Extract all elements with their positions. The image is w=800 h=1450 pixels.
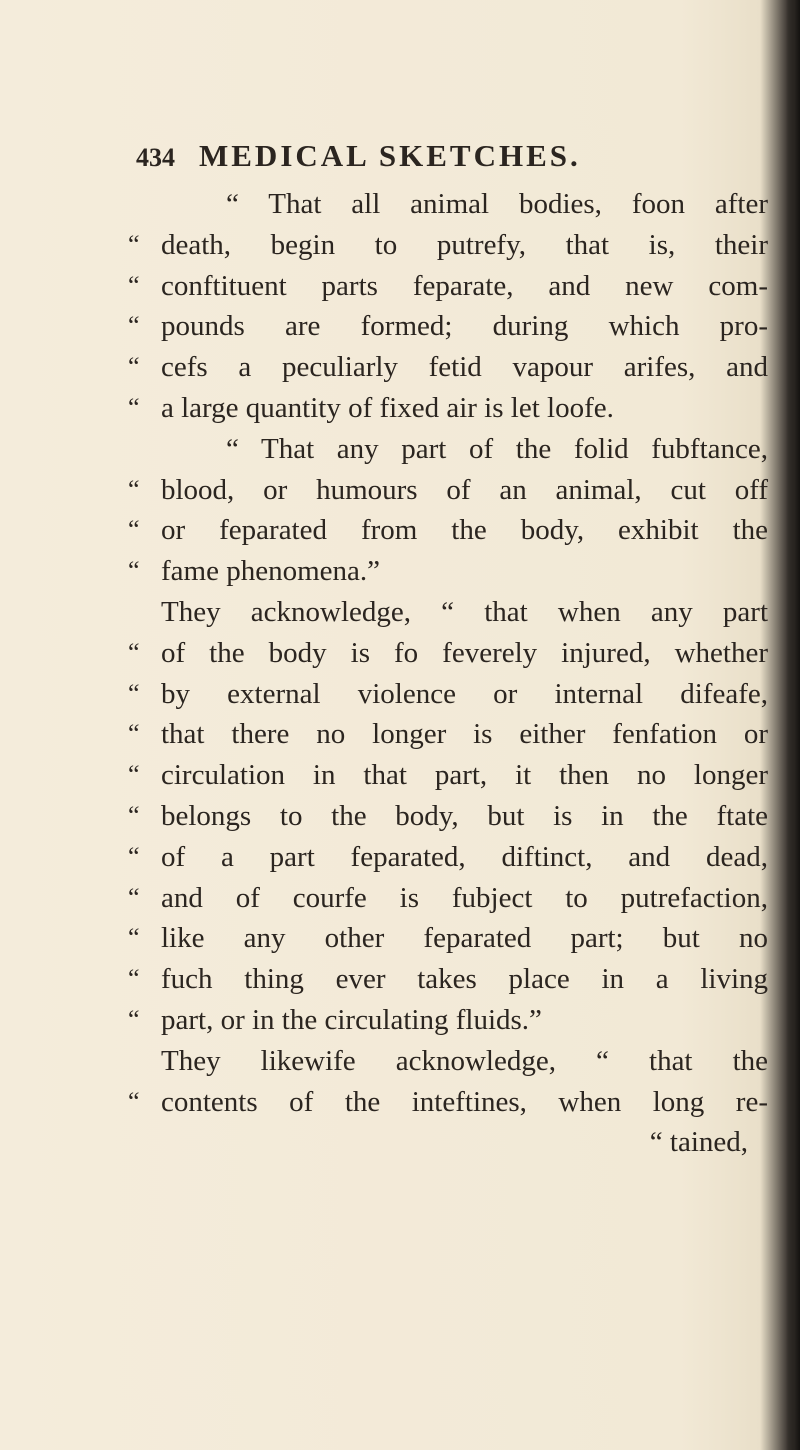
line-text: belongs to the body, but is in the ftate	[161, 799, 768, 832]
quote-mark: “	[128, 392, 140, 422]
quote-mark: “	[128, 800, 140, 830]
quote-mark: “	[128, 841, 140, 871]
quote-mark: “	[128, 1086, 140, 1116]
text-line	[128, 347, 768, 388]
text-line	[128, 429, 768, 470]
running-title: MEDICAL SKETCHES.	[199, 138, 581, 173]
quote-mark: “	[128, 719, 140, 749]
text-line	[128, 184, 768, 225]
line-text: They likewife acknowledge, “ that the	[161, 1044, 768, 1077]
text-line	[128, 592, 768, 633]
quote-mark: “	[128, 474, 140, 504]
line-text: conftituent parts feparate, and new com-	[161, 269, 768, 302]
text-line	[128, 878, 768, 919]
text-line	[128, 470, 768, 511]
quote-mark: “	[128, 882, 140, 912]
text-line	[128, 674, 768, 715]
text-line	[128, 1082, 768, 1123]
text-line	[128, 510, 768, 551]
text-line	[128, 755, 768, 796]
text-line	[128, 1041, 768, 1082]
line-text: “ That all animal bodies, foon after	[226, 188, 768, 220]
line-text: blood, or humours of an animal, cut off	[161, 473, 768, 506]
text-line	[128, 306, 768, 347]
text-line	[128, 918, 768, 959]
quote-mark: “	[128, 678, 140, 708]
quote-mark: “	[128, 270, 140, 300]
line-text: contents of the inteftines, when long re-	[161, 1085, 768, 1118]
line-text: circulation in that part, it then no longer	[161, 759, 768, 792]
line-text: part, or in the circulating fluids.”	[161, 1003, 542, 1036]
quote-mark: “	[128, 964, 140, 994]
text-line	[128, 225, 768, 266]
line-text: fuch thing ever takes place in a living	[161, 963, 768, 996]
quote-mark: “	[128, 923, 140, 953]
quote-mark: “	[128, 556, 140, 586]
line-text: fame phenomena.”	[161, 555, 381, 588]
line-text: death, begin to putrefy, that is, their	[161, 228, 768, 261]
line-text: of a part feparated, diftinct, and dead,	[161, 840, 768, 873]
text-line	[128, 388, 768, 429]
quote-mark: “	[128, 637, 140, 667]
catchword: “ tained,	[649, 1126, 748, 1159]
text-line	[128, 959, 768, 1000]
line-text: of the body is fo feverely injured, whether	[161, 636, 768, 669]
text-line	[128, 266, 768, 307]
quote-mark: “	[128, 760, 140, 790]
line-text: pounds are formed; during which pro-	[161, 310, 768, 343]
running-head	[136, 138, 581, 174]
catchword-line	[128, 1122, 768, 1163]
quote-mark: “	[128, 229, 140, 259]
line-text: that there no longer is either fenfation or	[161, 718, 768, 751]
line-text: “ That any part of the folid fubftance,	[226, 432, 768, 465]
text-line	[128, 551, 768, 592]
page-edge-shadow	[786, 0, 800, 1450]
page-number: 434	[136, 143, 175, 172]
line-text: a large quantity of fixed air is let loofe.	[161, 391, 614, 424]
quote-mark: “	[128, 352, 140, 382]
text-line	[128, 714, 768, 755]
line-text: and of courfe is fubject to putrefaction,	[161, 881, 768, 914]
quote-mark: “	[128, 1004, 140, 1034]
body-text	[128, 184, 768, 1163]
line-text: by external violence or internal difeafe,	[161, 677, 768, 710]
line-text: They acknowledge, “ that when any part	[161, 595, 768, 628]
text-line	[128, 837, 768, 878]
line-text: or feparated from the body, exhibit the	[161, 514, 768, 547]
text-line	[128, 1000, 768, 1041]
text-line	[128, 796, 768, 837]
quote-mark: “	[128, 311, 140, 341]
quote-mark: “	[128, 515, 140, 545]
line-text: cefs a peculiarly fetid vapour arifes, and	[161, 351, 768, 384]
line-text: like any other feparated part; but no	[161, 922, 768, 955]
text-line	[128, 633, 768, 674]
